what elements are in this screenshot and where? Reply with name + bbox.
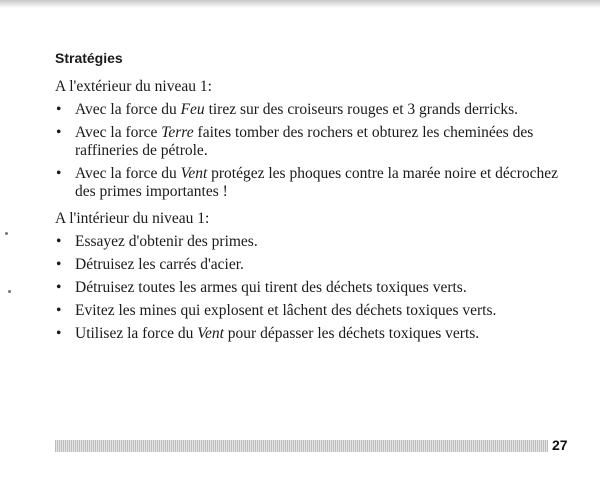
page-title: Stratégies (55, 50, 123, 66)
footer-bar (55, 440, 548, 452)
section-intro-exterior: A l'extérieur du niveau 1: (55, 78, 212, 95)
bullet-icon: • (56, 165, 62, 182)
strategies-content (55, 78, 575, 348)
list-interior (55, 233, 575, 343)
bullet-icon: • (56, 302, 62, 319)
bullet-icon: • (56, 279, 62, 296)
section-intro-interior: A l'intérieur du niveau 1: (55, 210, 210, 227)
list-exterior (55, 101, 575, 201)
list-item: • Détruisez toutes les armes qui tirent des déchets toxiques verts. (56, 279, 467, 296)
bullet-icon: • (56, 256, 62, 273)
scan-speck (5, 232, 8, 235)
list-item: • Avec la force du Vent protégez les phoques contre la marée noire et décrochez des primes importantes ! (56, 165, 558, 200)
list-item: • Evitez les mines qui explosent et lâchent des déchets toxiques verts. (56, 302, 497, 319)
bullet-icon: • (56, 233, 62, 250)
scan-speck (8, 290, 11, 293)
bullet-icon: • (56, 325, 62, 342)
page-top-shadow (0, 0, 600, 8)
list-item: • Avec la force Terre faites tomber des rochers et obturez les cheminées des raffineries de pétrole. (56, 124, 534, 159)
list-item: • Détruisez les carrés d'acier. (56, 256, 244, 273)
bullet-icon: • (56, 101, 62, 118)
bullet-icon: • (56, 124, 62, 141)
list-item: • Avec la force du Feu tirez sur des croiseurs rouges et 3 grands derricks. (56, 101, 519, 118)
list-item: • Utilisez la force du Vent pour dépasser les déchets toxiques verts. (56, 325, 480, 342)
page-number: 27 (552, 437, 568, 453)
list-item: • Essayez d'obtenir des primes. (56, 233, 258, 250)
